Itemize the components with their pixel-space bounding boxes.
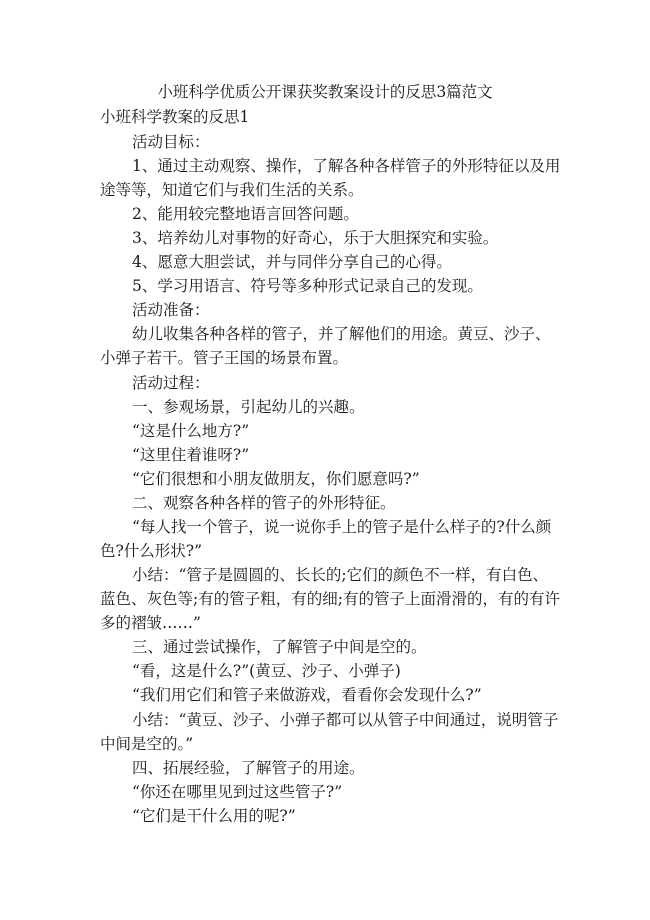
paragraph-line: “它们是干什么用的呢?” xyxy=(132,807,296,825)
paragraph-line: 一、参观场景，引起幼儿的兴趣。 xyxy=(132,398,365,416)
paragraph-line: “它们很想和小朋友做朋友，你们愿意吗?” xyxy=(132,470,420,488)
paragraph-line: “这里住着谁呀?” xyxy=(132,446,250,464)
paragraph-line: 二、观察各种各样的管子的外形特征。 xyxy=(132,494,396,512)
paragraph-line: “这是什么地方?” xyxy=(132,422,250,440)
paragraph-line: 小弹子若干。管子王国的场景布置。 xyxy=(100,349,349,367)
paragraph-line: 幼儿收集各种各样的管子，并了解他们的用途。黄豆、沙子、 xyxy=(132,325,551,343)
paragraph-line: 四、拓展经验，了解管子的用途。 xyxy=(132,759,365,777)
paragraph-line: 蓝色、灰色等;有的管子粗，有的细;有的管子上面滑滑的，有的有许 xyxy=(100,590,560,608)
paragraph-line: 2、能用较完整地语言回答问题。 xyxy=(132,205,359,223)
paragraph-line: “你还在哪里见到过这些管子?” xyxy=(132,783,343,801)
paragraph-line: 活动过程： xyxy=(132,374,210,392)
paragraph-line: 4、愿意大胆尝试，并与同伴分享自己的心得。 xyxy=(132,253,452,271)
section-heading: 小班科学教案的反思1 xyxy=(100,108,250,126)
paragraph-line: 3、培养幼儿对事物的好奇心，乐于大胆探究和实验。 xyxy=(132,229,499,247)
paragraph-line: 多的褶皱……” xyxy=(100,614,201,632)
paragraph-line: “我们用它们和管子来做游戏，看看你会发现什么?” xyxy=(132,686,482,704)
paragraph-line: “看，这是什么?”(黄豆、沙子、小弹子) xyxy=(132,662,401,680)
paragraph-line: 色?什么形状?” xyxy=(100,542,203,560)
paragraph-line: 三、通过尝试操作，了解管子中间是空的。 xyxy=(132,638,427,656)
paragraph-line: 中间是空的。” xyxy=(100,735,194,753)
paragraph-line: “每人找一个管子，说一说你手上的管子是什么样子的?什么颜 xyxy=(132,518,552,536)
paragraph-line: 1、通过主动观察、操作，了解各种各样管子的外形特征以及用 xyxy=(132,157,561,175)
paragraph-line: 活动准备： xyxy=(132,301,210,319)
paragraph-line: 小结：“管子是圆圆的、长长的;它们的颜色不一样，有白色、 xyxy=(132,566,549,584)
paragraph-line: 小结：“黄豆、沙子、小弹子都可以从管子中间通过，说明管子 xyxy=(132,711,559,729)
paragraph-line: 5、学习用语言、符号等多种形式记录自己的发现。 xyxy=(132,277,483,295)
document-title: 小班科学优质公开课获奖教案设计的反思3篇范文 xyxy=(157,83,493,101)
paragraph-line: 活动目标： xyxy=(132,133,210,151)
paragraph-line: 途等等，知道它们与我们生活的关系。 xyxy=(100,181,364,199)
